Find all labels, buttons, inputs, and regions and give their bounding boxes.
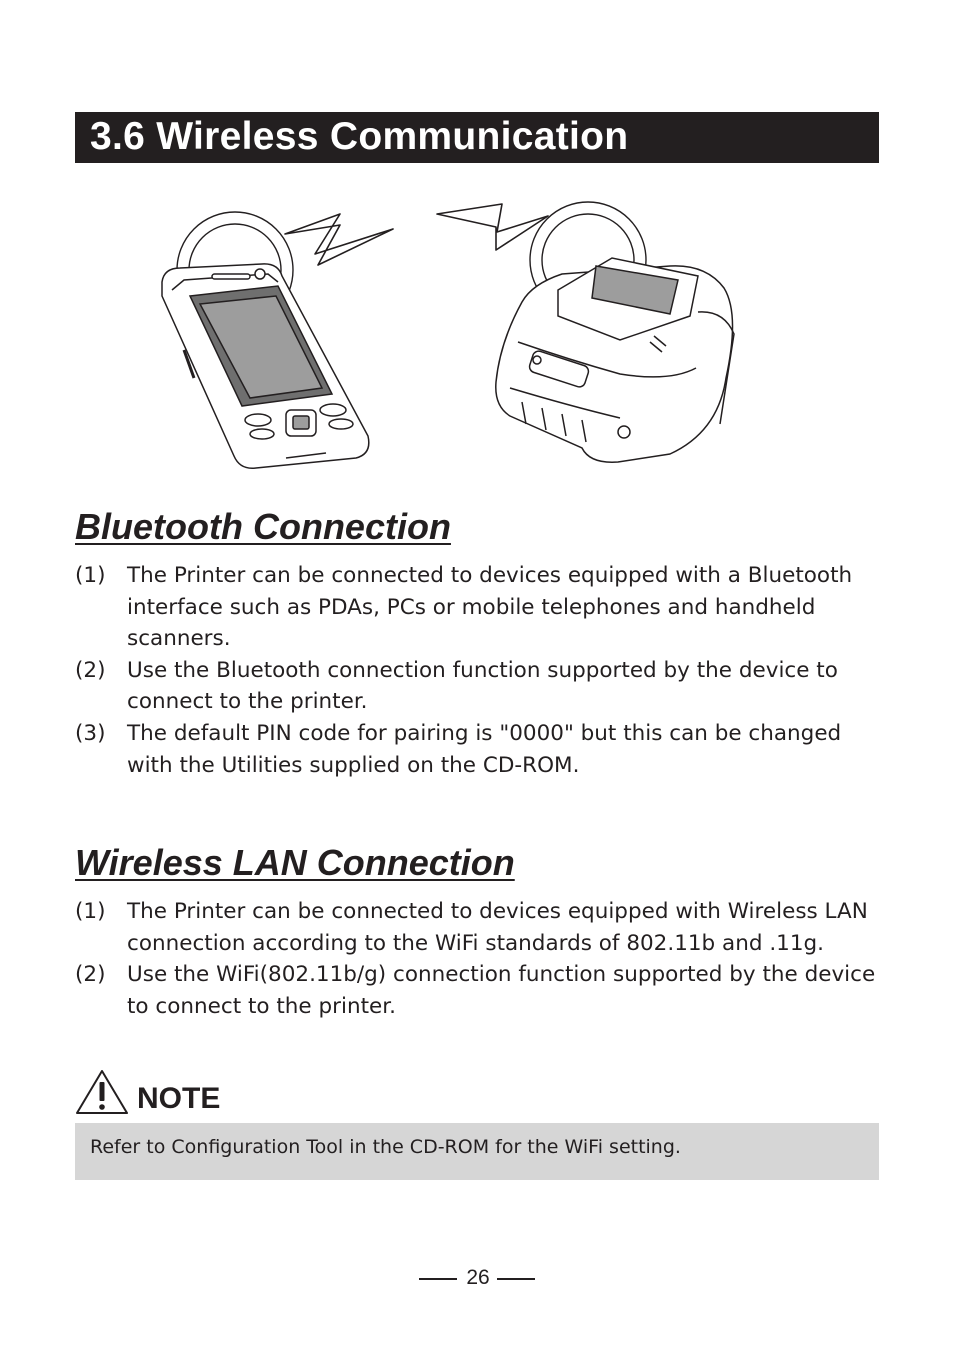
section-title: 3.6 Wireless Communication bbox=[90, 115, 629, 158]
list-item-number: (1) bbox=[75, 563, 106, 588]
list-item bbox=[75, 560, 885, 655]
note-header bbox=[75, 1068, 375, 1116]
list-item-text: The default PIN code for pairing is "0000" but this can be changed with the Utilities supplied on the CD-ROM. bbox=[127, 720, 842, 778]
note-box bbox=[75, 1123, 879, 1180]
bluetooth-list bbox=[75, 560, 885, 781]
wireless-illustration bbox=[150, 192, 750, 477]
pda-device-icon bbox=[162, 264, 369, 468]
list-item-number: (2) bbox=[75, 657, 106, 683]
bluetooth-heading: Bluetooth Connection bbox=[75, 506, 451, 547]
list-item bbox=[75, 959, 885, 1022]
lightning-bolt-left-icon bbox=[285, 214, 393, 265]
list-item-text: Use the WiFi(802.11b/g) connection function supported by the device to connect to the printer. bbox=[127, 962, 876, 1019]
warning-triangle-icon bbox=[75, 1068, 129, 1116]
mobile-printer-icon bbox=[496, 258, 734, 462]
page-footer bbox=[0, 1265, 954, 1295]
note-label: NOTE bbox=[137, 1082, 221, 1115]
list-item-text: The Printer can be connected to devices equipped with a Bluetooth interface such as PDAs, PCs or mobile telephones and handheld scanners. bbox=[127, 563, 853, 652]
footer-dash-right bbox=[497, 1278, 535, 1280]
list-item bbox=[75, 718, 885, 781]
section-title-bar bbox=[75, 112, 879, 163]
list-item bbox=[75, 896, 885, 959]
list-item-text: Use the Bluetooth connection function supported by the device to connect to the printer. bbox=[127, 657, 838, 715]
page-number: 26 bbox=[466, 1266, 490, 1289]
list-item-number: (3) bbox=[75, 720, 106, 746]
list-item-number: (2) bbox=[75, 962, 106, 988]
lightning-bolt-right-icon bbox=[437, 204, 548, 250]
wlan-list bbox=[75, 896, 885, 1022]
wlan-heading: Wireless LAN Connection bbox=[75, 842, 515, 883]
list-item bbox=[75, 655, 885, 718]
footer-dash-left bbox=[419, 1278, 457, 1280]
list-item-number: (1) bbox=[75, 899, 106, 924]
note-text: Refer to Configuration Tool in the CD-ROM for the WiFi setting. bbox=[90, 1136, 681, 1158]
list-item-text: The Printer can be connected to devices equipped with Wireless LAN connection according to the WiFi standards of 802.11b and .11g. bbox=[127, 899, 868, 956]
